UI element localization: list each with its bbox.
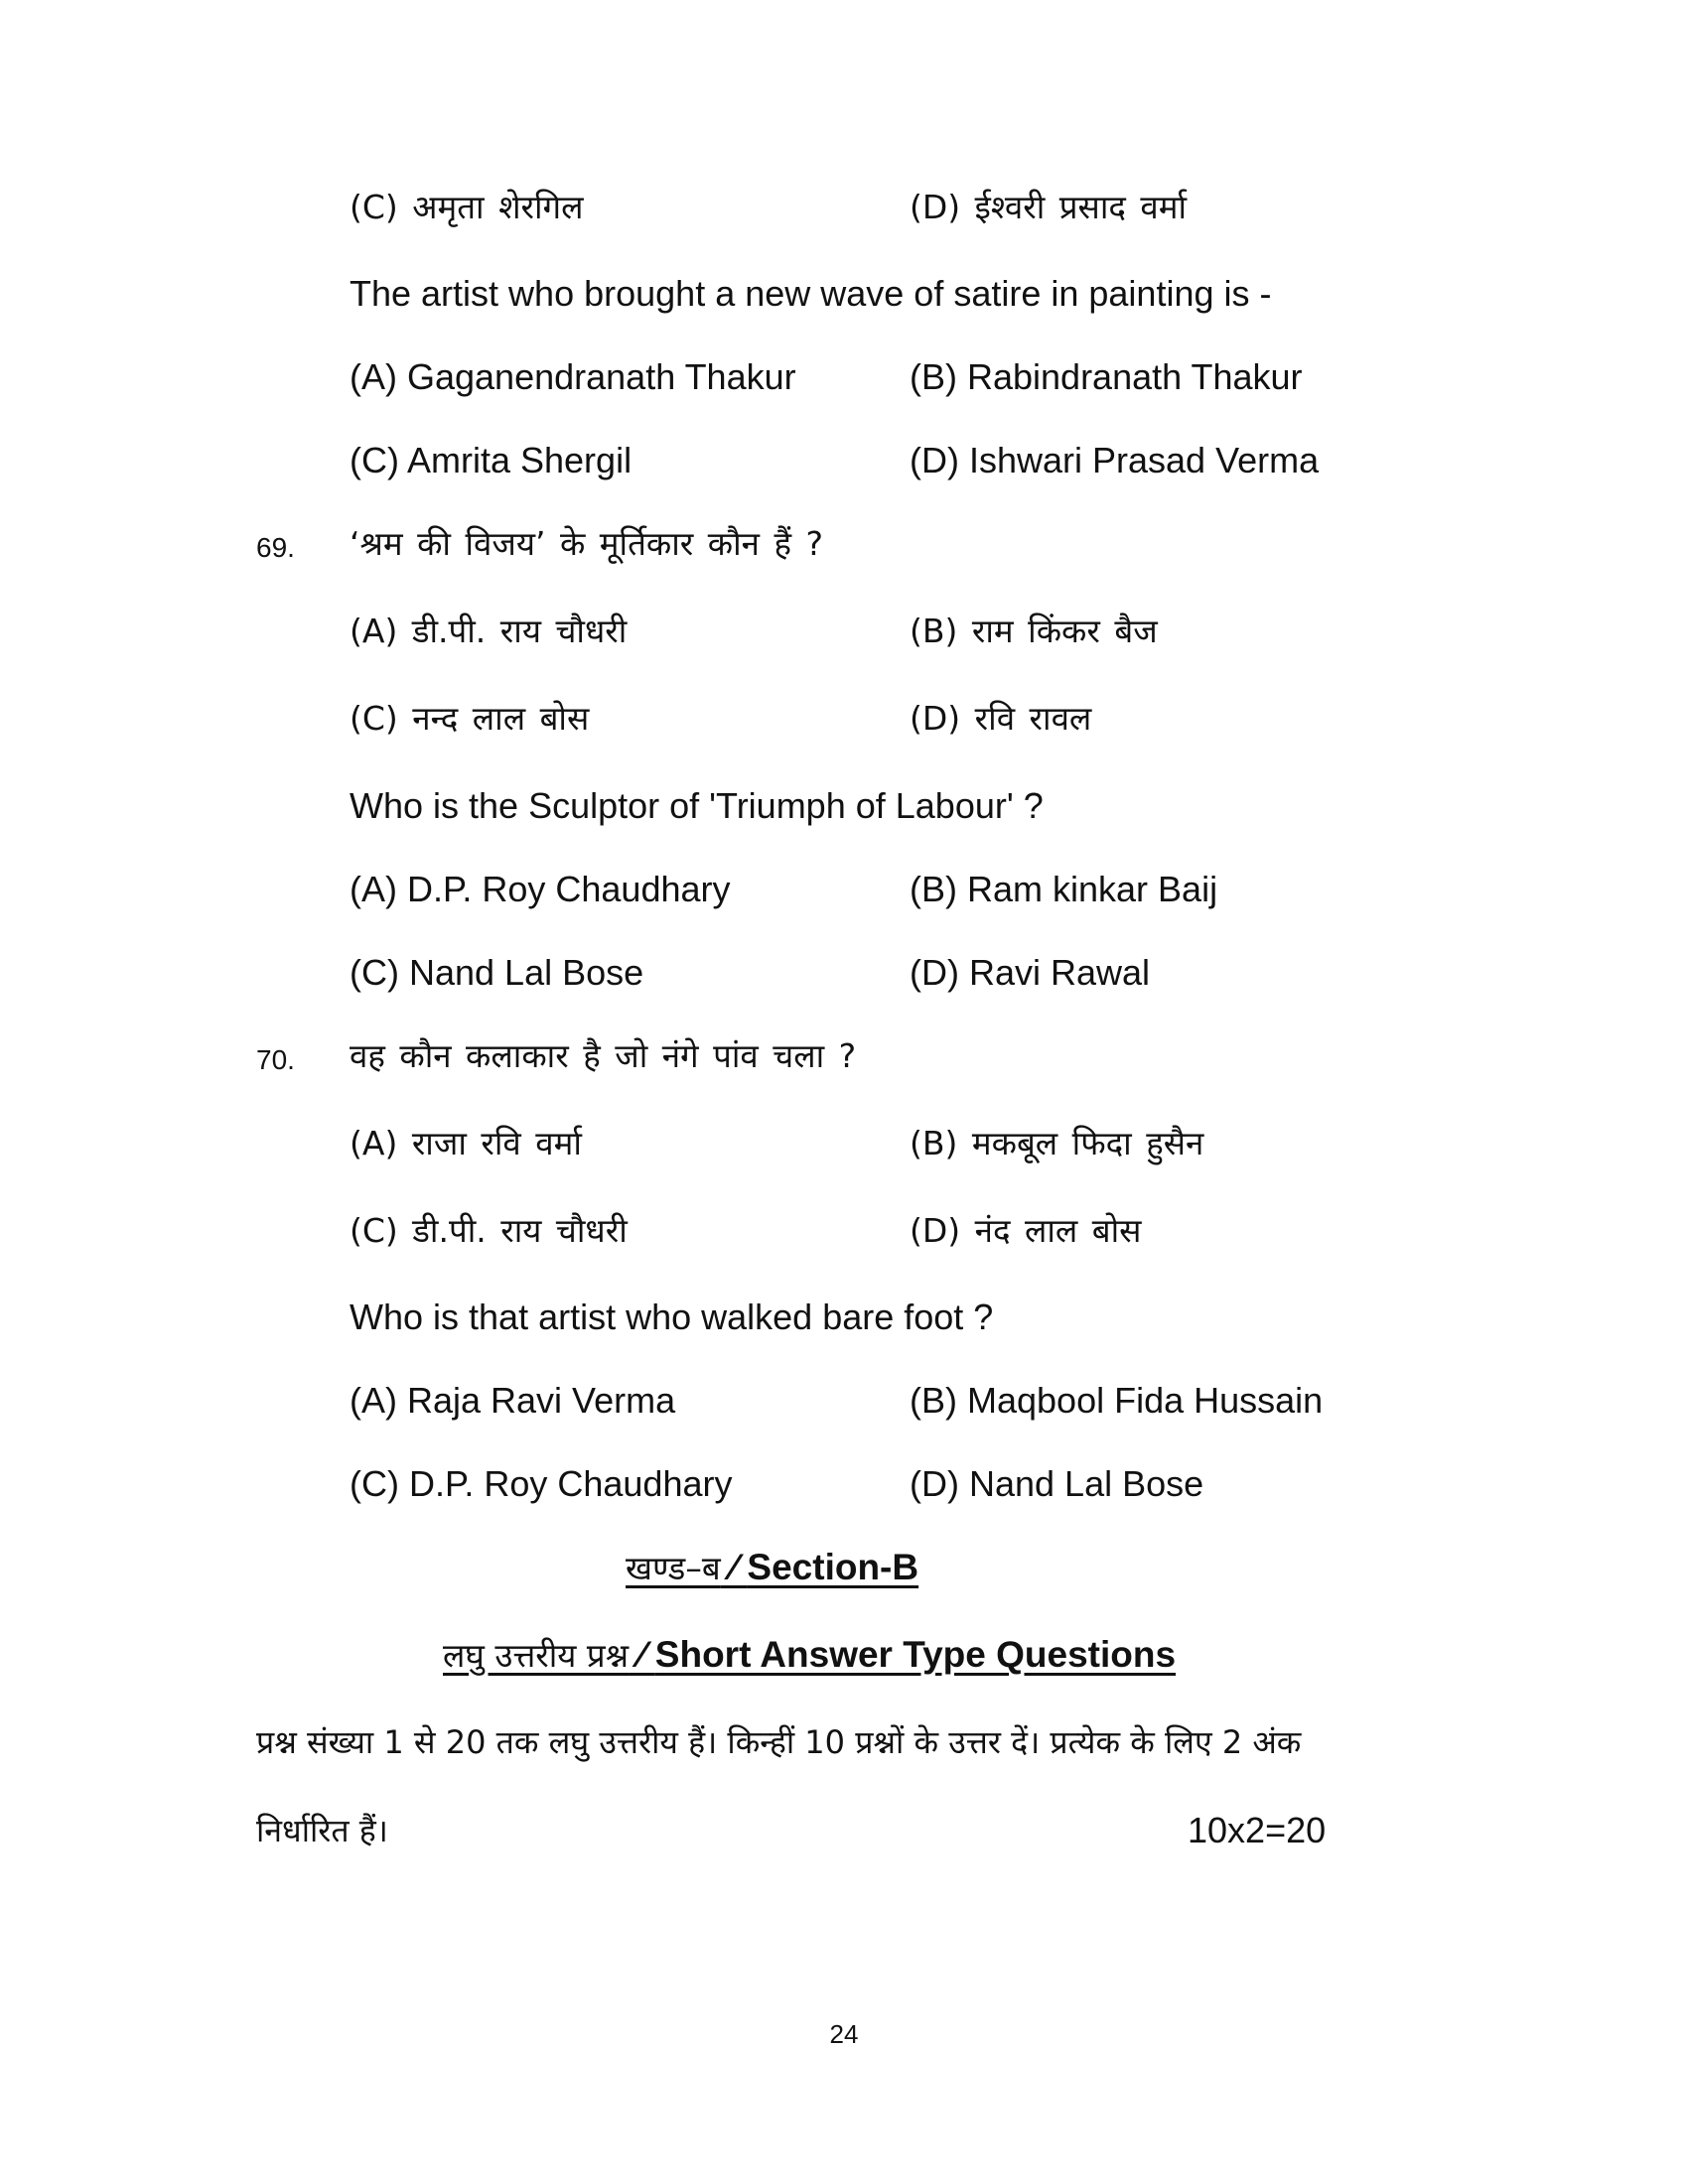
q69-question-hindi: ‘श्रम की विजय’ के मूर्तिकार कौन हैं ?: [350, 524, 823, 563]
q70-option-a-hindi: (A) राजा रवि वर्मा: [350, 1124, 582, 1162]
q69-question-english: Who is the Sculptor of 'Triumph of Labour' ?: [350, 785, 1044, 826]
q69-option-d-english: (D) Ravi Rawal: [910, 952, 1151, 993]
q68-question-english: The artist who brought a new wave of satire in painting is -: [350, 273, 1272, 314]
q70-question-hindi: वह कौन कलाकार है जो नंगे पांव चला ?: [350, 1036, 857, 1075]
q68-option-d-english: (D) Ishwari Prasad Verma: [910, 440, 1320, 480]
q69-option-c-hindi: (C) नन्द लाल बोस: [350, 699, 590, 738]
q70-option-b-english: (B) Maqbool Fida Hussain: [910, 1380, 1324, 1421]
q70-option-b-hindi: (B) मकबूल फिदा हुसैन: [910, 1124, 1204, 1162]
short-answer-heading-separator: ⁄: [629, 1634, 655, 1675]
q69-option-b-hindi: (B) राम किंकर बैज: [910, 612, 1158, 650]
q70-option-d-english: (D) Nand Lal Bose: [910, 1463, 1204, 1504]
instruction-line-2: निर्धारित हैं।: [256, 1812, 388, 1849]
section-b-heading-separator: ⁄: [720, 1547, 748, 1587]
q68-option-c-hindi: (C) अमृता शेरगिल: [350, 188, 584, 226]
section-b-heading-hindi: खण्ड–ब: [626, 1549, 721, 1587]
section-b-heading-english: Section-B: [747, 1547, 919, 1587]
q69-option-b-english: (B) Ram kinkar Baij: [910, 869, 1218, 909]
section-b-heading: [626, 1544, 918, 1592]
short-answer-heading-english: Short Answer Type Questions: [654, 1634, 1177, 1675]
q69-option-c-english: (C) Nand Lal Bose: [350, 952, 644, 993]
q68-option-b-english: (B) Rabindranath Thakur: [910, 356, 1303, 397]
q70-option-d-hindi: (D) नंद लाल बोस: [910, 1211, 1142, 1250]
q68-option-d-hindi: (D) ईश्वरी प्रसाद वर्मा: [910, 188, 1188, 226]
q70-option-a-english: (A) Raja Ravi Verma: [350, 1380, 676, 1421]
q68-option-c-english: (C) Amrita Shergil: [350, 440, 633, 480]
short-answer-heading-hindi: लघु उत्तरीय प्रश्न: [443, 1636, 630, 1675]
page-number: 24: [829, 2019, 859, 2049]
q69-option-a-english: (A) D.P. Roy Chaudhary: [350, 869, 731, 909]
short-answer-heading: [443, 1631, 1176, 1680]
q70-option-c-english: (C) D.P. Roy Chaudhary: [350, 1463, 733, 1504]
q70-question-english: Who is that artist who walked bare foot ?: [350, 1297, 994, 1337]
q69-option-a-hindi: (A) डी.पी. राय चौधरी: [350, 612, 628, 650]
q69-option-d-hindi: (D) रवि रावल: [910, 699, 1092, 738]
marks-allocation: 10x2=20: [1188, 1810, 1327, 1850]
q70-option-c-hindi: (C) डी.पी. राय चौधरी: [350, 1211, 628, 1250]
q69-number: 69.: [256, 532, 295, 563]
q70-number: 70.: [256, 1044, 295, 1075]
q68-option-a-english: (A) Gaganendranath Thakur: [350, 356, 796, 397]
instruction-line-1: प्रश्न संख्या 1 से 20 तक लघु उत्तरीय हैं। किन्हीं 10 प्रश्नों के उत्तर दें। प्रत्येक के लिए 2 अंक: [256, 1723, 1302, 1761]
